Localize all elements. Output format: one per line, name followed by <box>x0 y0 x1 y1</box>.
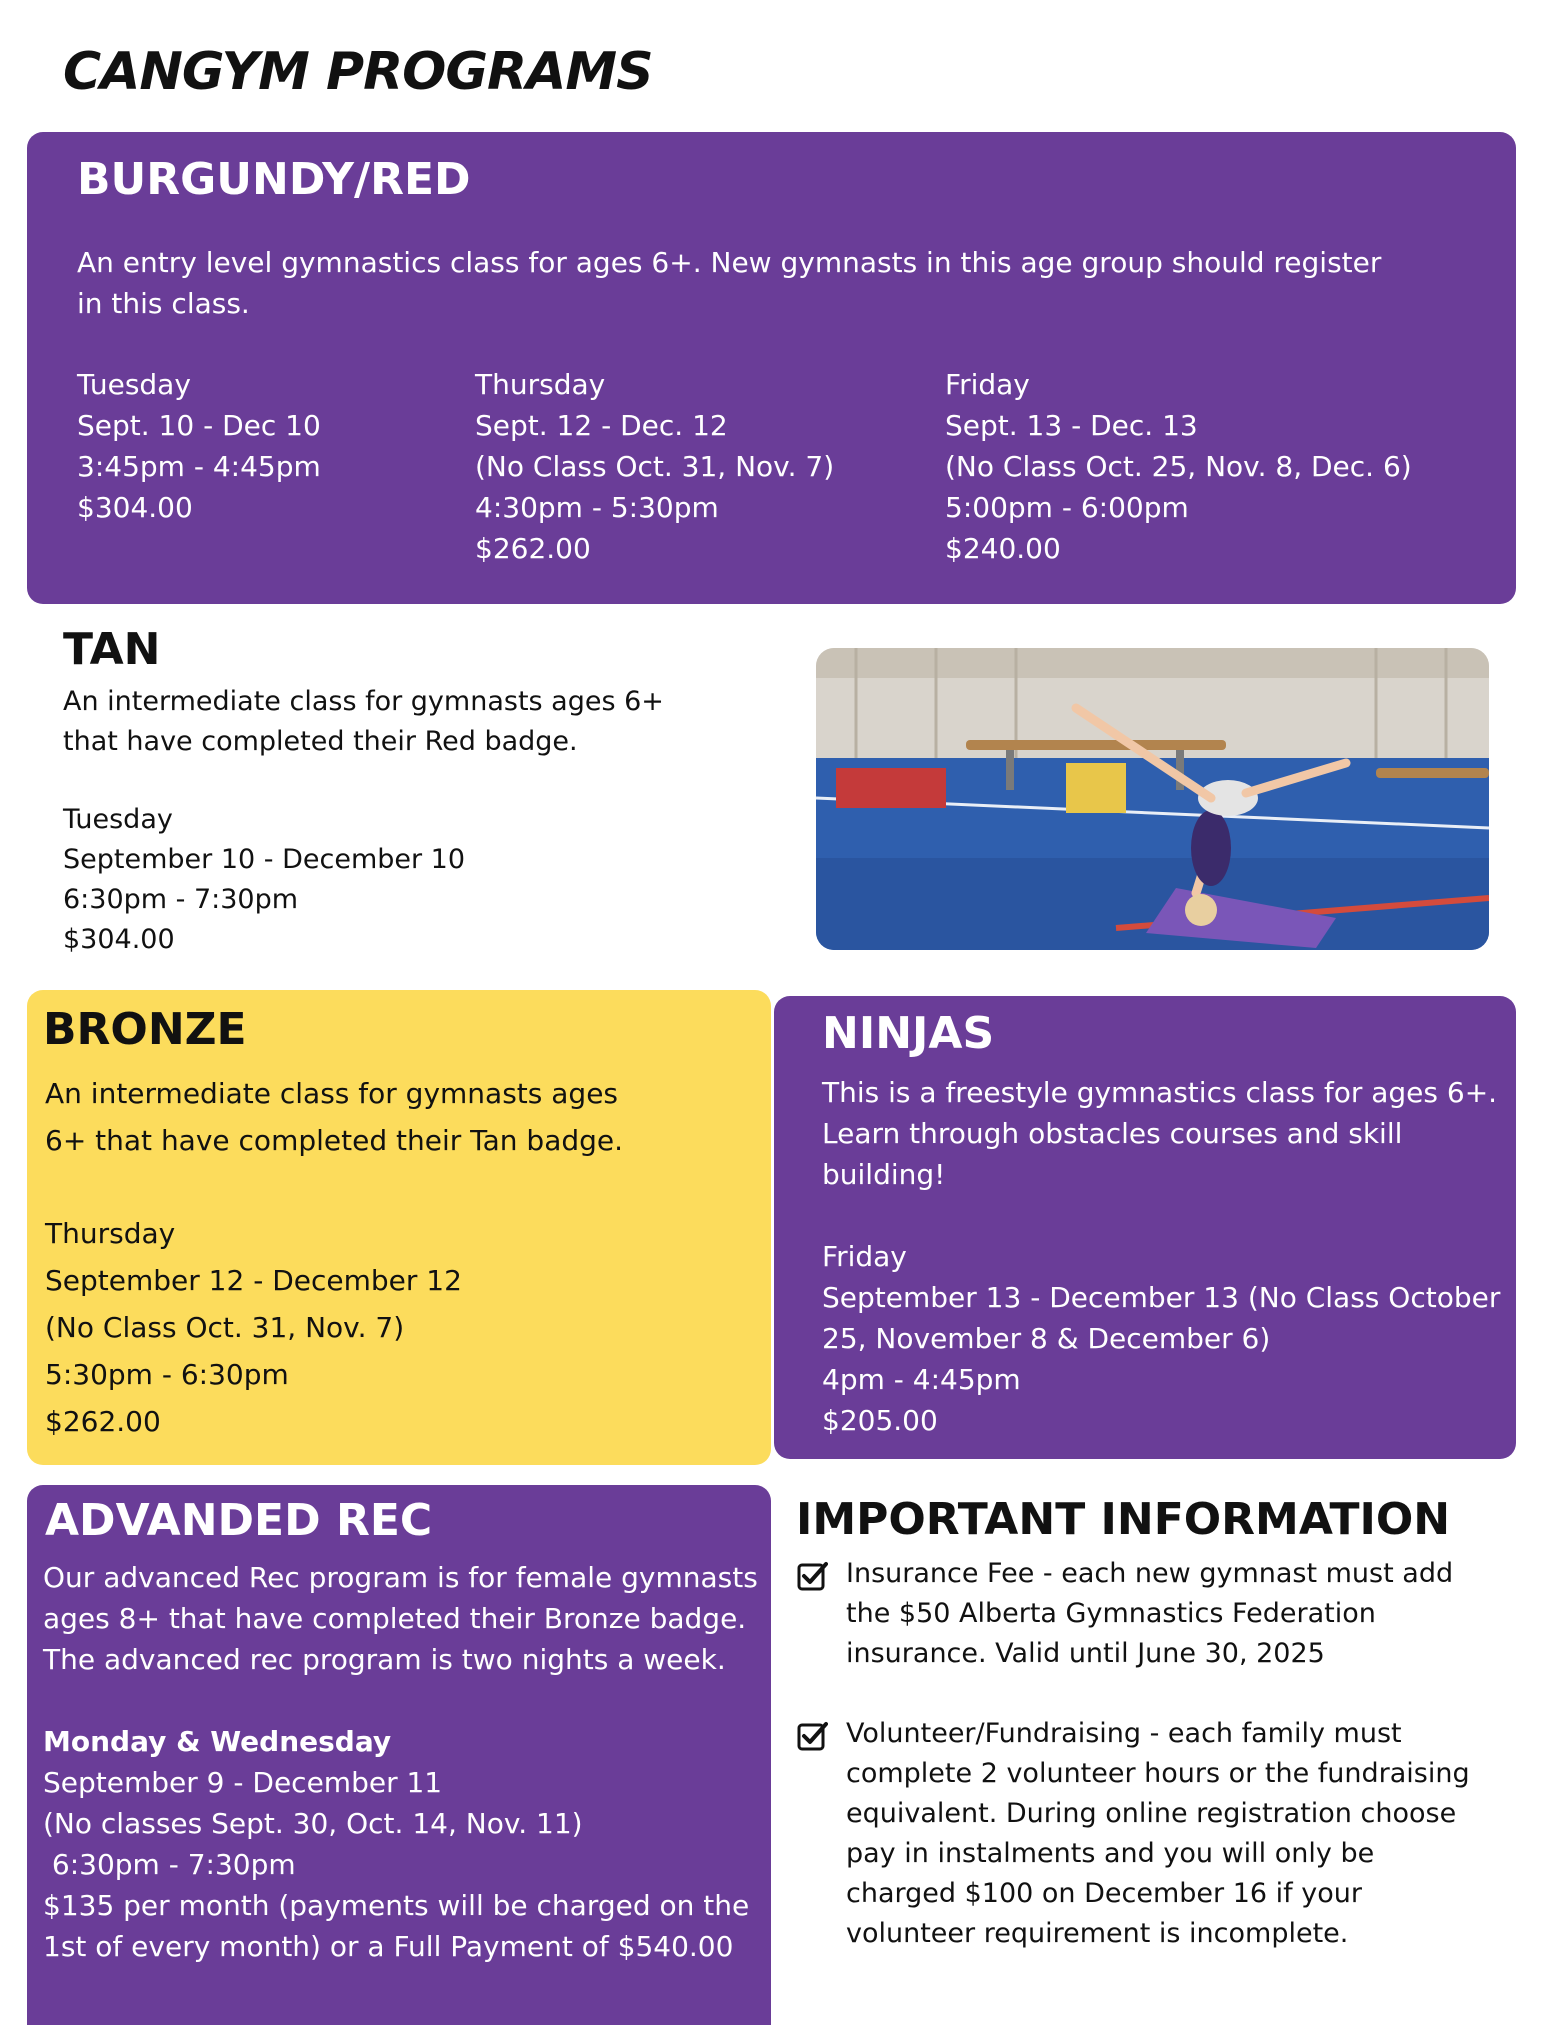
session-line: $262.00 <box>475 532 591 565</box>
session-line: 3:45pm - 4:45pm <box>77 450 321 483</box>
advanced-line: (No classes Sept. 30, Oct. 14, Nov. 11) <box>43 1807 583 1840</box>
advanced-schedule <box>43 1721 749 1967</box>
ninjas-line: 25, November 8 & December 6) <box>822 1322 1271 1355</box>
important-item-text <box>846 1714 1470 1954</box>
session-line: $304.00 <box>77 491 193 524</box>
important-heading: IMPORTANT INFORMATION <box>796 1494 1451 1545</box>
burgundy-heading: BURGUNDY/RED <box>77 154 471 205</box>
gym-photo <box>816 648 1489 950</box>
tan-line: 6:30pm - 7:30pm <box>63 884 299 915</box>
tan-section <box>63 622 783 962</box>
session-line: Sept. 13 - Dec. 13 <box>945 409 1198 442</box>
advanced-line: $135 per month (payments will be charged on the <box>43 1889 750 1922</box>
session-line: (No Class Oct. 25, Nov. 8, Dec. 6) <box>945 450 1412 483</box>
session-line: $240.00 <box>945 532 1061 565</box>
session-line: 4:30pm - 5:30pm <box>475 491 719 524</box>
session-day: Thursday <box>475 368 606 401</box>
session-day: Tuesday <box>77 368 191 401</box>
advanced-heading: ADVANDED REC <box>45 1495 433 1546</box>
bronze-desc-line: 6+ that have completed their Tan badge. <box>45 1124 624 1157</box>
bronze-line: $262.00 <box>45 1405 161 1438</box>
tan-desc-line: that have completed their Red badge. <box>63 726 578 757</box>
bronze-desc-line: An intermediate class for gymnasts ages <box>45 1077 619 1110</box>
tan-schedule <box>63 800 465 960</box>
session-line: (No Class Oct. 31, Nov. 7) <box>475 450 835 483</box>
advanced-rec-panel <box>27 1485 771 2025</box>
ninjas-description <box>822 1072 1497 1195</box>
ninjas-desc-line: This is a freestyle gymnastics class for ages 6+. <box>822 1076 1498 1109</box>
checkbox-checked-icon <box>796 1720 828 1752</box>
ninjas-line: September 13 - December 13 (No Class October <box>822 1281 1501 1314</box>
tan-description <box>63 682 664 762</box>
tan-desc-line: An intermediate class for gymnasts ages 6+ <box>63 686 664 717</box>
burgundy-red-panel <box>27 132 1516 604</box>
ninjas-desc-line: Learn through obstacles courses and skill <box>822 1117 1403 1150</box>
advanced-desc-line: ages 8+ that have completed their Bronze badge. <box>43 1602 747 1635</box>
important-line: complete 2 volunteer hours or the fundraising <box>846 1758 1470 1789</box>
session-day: Friday <box>945 368 1030 401</box>
advanced-desc-line: Our advanced Rec program is for female gymnasts <box>43 1561 758 1594</box>
burgundy-sessions <box>77 364 1497 584</box>
session-line: 5:00pm - 6:00pm <box>945 491 1189 524</box>
bronze-line: (No Class Oct. 31, Nov. 7) <box>45 1311 405 1344</box>
bronze-schedule <box>45 1210 462 1445</box>
gymnast-cartwheel-illustration <box>816 648 1489 950</box>
important-item <box>796 1558 1536 1688</box>
ninjas-line: 4pm - 4:45pm <box>822 1363 1021 1396</box>
page-title: CANGYM PROGRAMS <box>63 42 653 102</box>
important-line: charged $100 on December 16 if your <box>846 1878 1362 1909</box>
advanced-line: 6:30pm - 7:30pm <box>43 1848 296 1881</box>
bronze-description <box>45 1070 623 1164</box>
burgundy-desc-line: An entry level gymnastics class for ages 6+. New gymnasts in this age group should register <box>77 246 1382 279</box>
important-line: equivalent. During online registration choose <box>846 1798 1457 1829</box>
ninjas-heading: NINJAS <box>822 1008 995 1059</box>
bronze-line: 5:30pm - 6:30pm <box>45 1358 289 1391</box>
ninjas-schedule <box>822 1236 1500 1441</box>
important-line: the $50 Alberta Gymnastics Federation <box>846 1598 1376 1629</box>
session-tuesday <box>77 364 321 528</box>
important-line: Volunteer/Fundraising - each family must <box>846 1718 1402 1749</box>
ninjas-day: Friday <box>822 1240 907 1273</box>
advanced-line: 1st of every month) or a Full Payment of $540.00 <box>43 1930 734 1963</box>
important-item-text <box>846 1554 1453 1674</box>
advanced-day: Monday & Wednesday <box>43 1725 392 1758</box>
important-line: Insurance Fee - each new gymnast must add <box>846 1558 1454 1589</box>
advanced-desc-line: The advanced rec program is two nights a week. <box>43 1643 726 1676</box>
advanced-description <box>43 1557 758 1680</box>
burgundy-description <box>77 242 1381 324</box>
ninjas-panel <box>774 996 1516 1459</box>
checkbox-checked-icon <box>796 1560 828 1592</box>
important-line: insurance. Valid until June 30, 2025 <box>846 1638 1325 1669</box>
ninjas-desc-line: building! <box>822 1158 946 1191</box>
tan-line: September 10 - December 10 <box>63 844 466 875</box>
bronze-day: Thursday <box>45 1217 176 1250</box>
important-line: volunteer requirement is incomplete. <box>846 1918 1349 1949</box>
important-info-section <box>796 1492 1536 1972</box>
tan-heading: TAN <box>63 624 161 675</box>
bronze-heading: BRONZE <box>43 1004 247 1055</box>
session-thursday <box>475 364 834 569</box>
important-line: pay in instalments and you will only be <box>846 1838 1375 1869</box>
advanced-line: September 9 - December 11 <box>43 1766 443 1799</box>
important-item <box>796 1718 1536 1968</box>
bronze-line: September 12 - December 12 <box>45 1264 462 1297</box>
session-friday <box>945 364 1412 569</box>
session-line: Sept. 12 - Dec. 12 <box>475 409 728 442</box>
bronze-panel <box>27 990 771 1465</box>
burgundy-desc-line: in this class. <box>77 287 250 320</box>
tan-line: $304.00 <box>63 924 175 955</box>
tan-day: Tuesday <box>63 804 173 835</box>
session-line: Sept. 10 - Dec 10 <box>77 409 321 442</box>
ninjas-line: $205.00 <box>822 1404 938 1437</box>
